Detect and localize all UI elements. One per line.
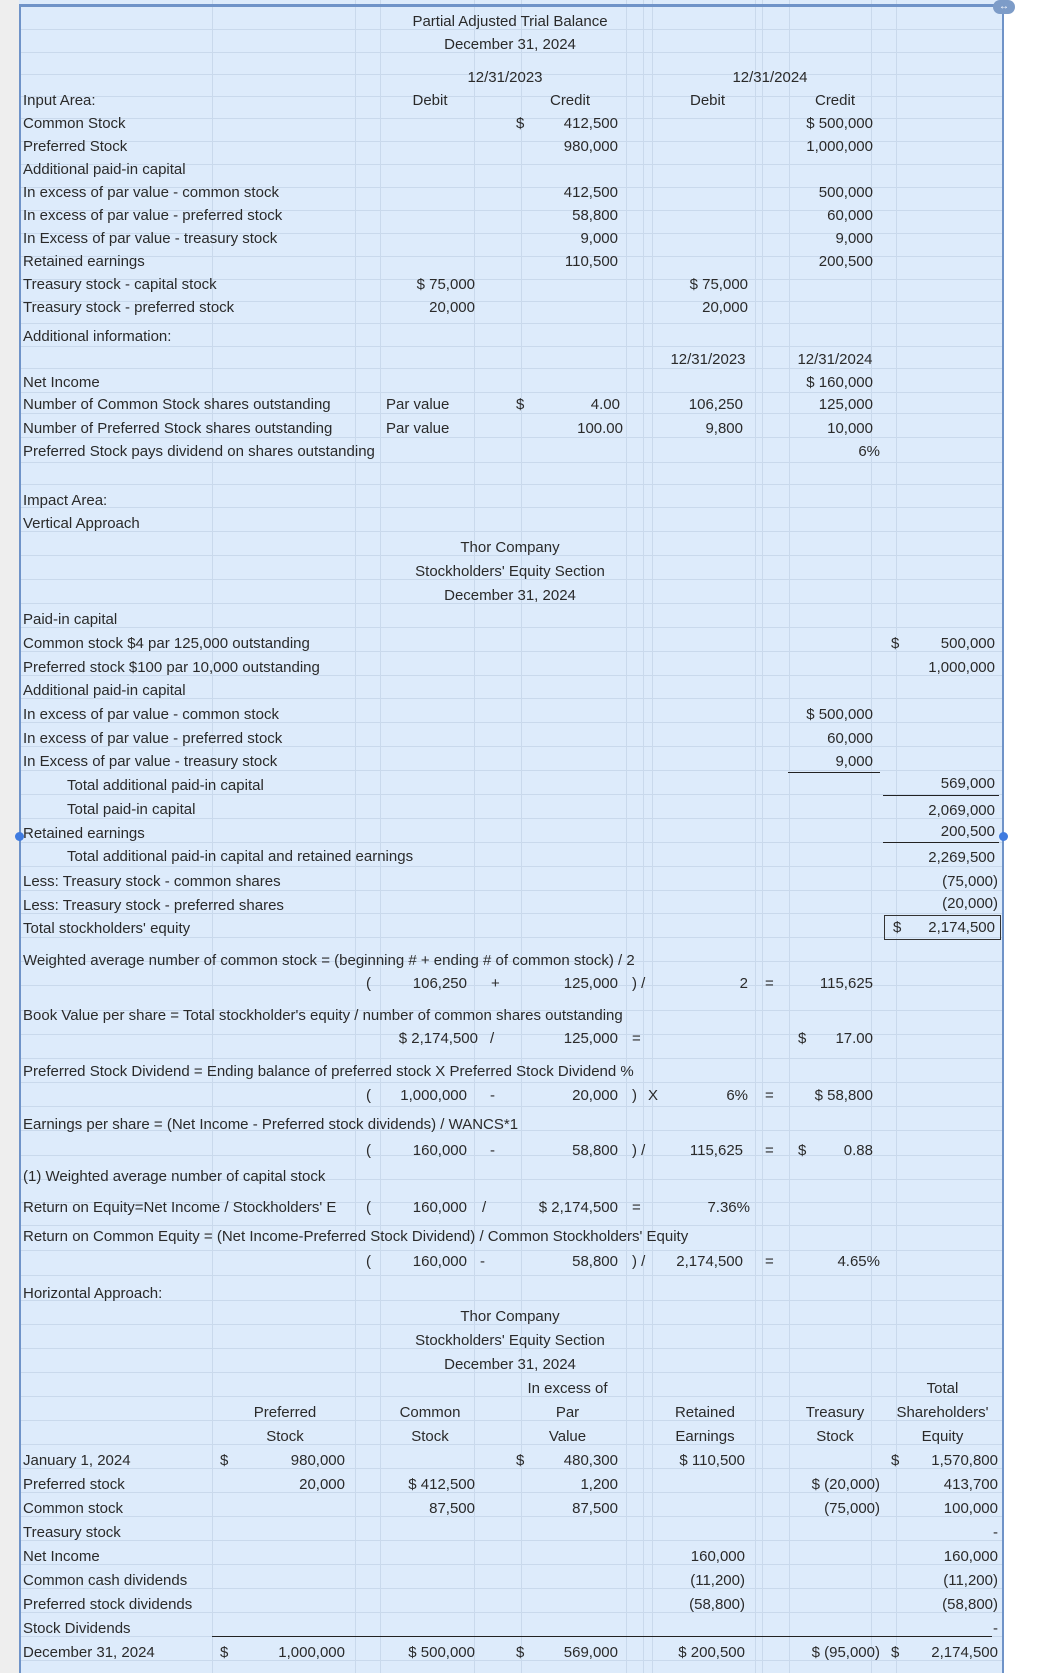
- net-income-label: Net Income: [23, 374, 100, 391]
- hz-row-label: Stock Dividends: [23, 1620, 131, 1637]
- resize-handle-icon[interactable]: ↔: [993, 0, 1015, 14]
- pd-percent: 6%: [726, 1087, 748, 1104]
- roce-open-paren: (: [366, 1253, 371, 1270]
- vertical-approach-label: Vertical Approach: [23, 515, 140, 532]
- wanc-divisor: 2: [739, 975, 748, 992]
- period-2024-header: 12/31/2024: [732, 69, 808, 86]
- roce-minus: -: [480, 1253, 485, 1270]
- tb-row-label: In excess of par value - preferred stock: [23, 207, 283, 224]
- header-treasury-1: Treasury: [805, 1404, 865, 1421]
- header-treasury-2: Stock: [816, 1428, 854, 1445]
- hz-total-currency: $: [891, 1452, 900, 1469]
- wanc-plus: +: [491, 975, 500, 992]
- hz-common-value: $ 412,500: [408, 1476, 475, 1493]
- eps-wancs: 115,625: [689, 1142, 743, 1159]
- hz-total-value: -: [993, 1524, 998, 1541]
- book-value-div: /: [490, 1030, 495, 1047]
- hz-row-label: January 1, 2024: [23, 1452, 131, 1469]
- apic-subtotal-underline: [788, 772, 880, 773]
- book-value-formula: Book Value per share = Total stockholder's equity / number of common shares outstanding: [23, 1007, 623, 1024]
- header-pref-1: Preferred: [253, 1404, 317, 1421]
- hz-total-value: (58,800): [942, 1596, 998, 1613]
- tb-credit-2024: 200,500: [818, 253, 873, 270]
- tb-row-label: In excess of par value - common stock: [23, 184, 279, 201]
- roe-net-income: 160,000: [412, 1199, 467, 1216]
- hz-excess-currency: $: [516, 1644, 525, 1661]
- wanc-open-paren: (: [366, 975, 371, 992]
- sheet-margin: [1004, 0, 1047, 1673]
- wanc-ending: 125,000: [563, 975, 618, 992]
- hz-retained-value: (11,200): [690, 1572, 745, 1589]
- tb-credit-2023: 412,500: [563, 184, 618, 201]
- hz-row-label: Preferred stock dividends: [23, 1596, 193, 1613]
- hz-total-value: 100,000: [943, 1500, 998, 1517]
- pref-dividend-formula: Preferred Stock Dividend = Ending balance of preferred stock X Preferred Stock Dividend %: [23, 1063, 634, 1080]
- addl-col-2024: 12/31/2024: [797, 351, 873, 368]
- hz-retained-value: (58,800): [689, 1596, 745, 1613]
- wanc-formula: Weighted average number of common stock = (beginning # + ending # of common stock) / 2: [23, 952, 635, 969]
- period-2023-header: 12/31/2023: [467, 69, 543, 86]
- tb-row-label: Common Stock: [23, 115, 126, 132]
- hz-treasury-value: (75,000): [824, 1500, 880, 1517]
- tb-credit-2023: 58,800: [572, 207, 618, 224]
- tb-credit-2024: 500,000: [818, 184, 873, 201]
- credit-header-2023: Credit: [549, 92, 590, 109]
- horizontal-total-underline: [212, 1636, 992, 1637]
- total-apic-re-value: 2,269,500: [928, 849, 995, 866]
- hz-total-value: 2,174,500: [931, 1644, 998, 1661]
- hz-excess-value: 569,000: [563, 1644, 618, 1661]
- hz-excess-value: 480,300: [563, 1452, 618, 1469]
- common-stock-value: 500,000: [940, 635, 995, 652]
- roce-result: 4.65%: [837, 1253, 880, 1270]
- hz-retained-value: $ 200,500: [678, 1644, 745, 1661]
- hz-pref-value: 20,000: [299, 1476, 345, 1493]
- addl-col-2023: 12/31/2023: [670, 351, 746, 368]
- common-par-label: Par value: [386, 396, 450, 413]
- eps-pref-dividends: 58,800: [572, 1142, 618, 1159]
- header-excess-2: Par: [555, 1404, 580, 1421]
- pref-par-value: 100.00: [577, 420, 623, 437]
- additional-info-heading: Additional information:: [23, 328, 172, 345]
- header-common-2: Stock: [411, 1428, 449, 1445]
- net-income-2024: $ 160,000: [806, 374, 873, 391]
- selection-border-top: [19, 4, 1004, 7]
- header-pref-2: Stock: [266, 1428, 304, 1445]
- paid-in-capital-label: Paid-in capital: [23, 611, 118, 628]
- pref-dividend-label: Preferred Stock pays dividend on shares outstanding: [23, 443, 375, 460]
- hz-row-label: Treasury stock: [23, 1524, 121, 1541]
- vertical-date: December 31, 2024: [444, 587, 576, 604]
- hz-pref-value: 1,000,000: [278, 1644, 345, 1661]
- footnote: (1) Weighted average number of capital stock: [23, 1168, 326, 1185]
- pd-value-b: 20,000: [572, 1087, 618, 1104]
- total-apic-label: Total additional paid-in capital: [67, 777, 264, 794]
- impact-area-label: Impact Area:: [23, 492, 108, 509]
- header-excess-3: Value: [548, 1428, 587, 1445]
- less-treasury-pref-value: (20,000): [942, 895, 998, 912]
- eps-open-paren: (: [366, 1142, 371, 1159]
- hz-excess-currency: $: [516, 1452, 525, 1469]
- pd-equals: =: [765, 1087, 774, 1104]
- pd-open-paren: (: [366, 1087, 371, 1104]
- tb-debit-2023: 20,000: [429, 299, 475, 316]
- roe-label: Return on Equity=Net Income / Stockholders' E: [23, 1199, 337, 1216]
- input-area-label: Input Area:: [23, 92, 96, 109]
- tb-row-label: Additional paid-in capital: [23, 161, 186, 178]
- total-paid-in-label: Total paid-in capital: [67, 801, 196, 818]
- debit-header-2023: Debit: [412, 92, 448, 109]
- eps-currency: $: [798, 1142, 807, 1159]
- roce-formula: Return on Common Equity = (Net Income-Preferred Stock Dividend) / Common Stockholders' Equity: [23, 1228, 689, 1245]
- hz-retained-value: 160,000: [690, 1548, 745, 1565]
- tb-row-label: Retained earnings: [23, 253, 145, 270]
- total-equity-label: Total stockholders' equity: [23, 920, 191, 937]
- pref-shares-2023: 9,800: [705, 420, 743, 437]
- hz-total-value: (11,200): [943, 1572, 998, 1589]
- trial-balance-date: December 31, 2024: [444, 36, 576, 53]
- common-shares-2024: 125,000: [818, 396, 873, 413]
- pref-dividend-pct: 6%: [858, 443, 880, 460]
- retained-earnings-label: Retained earnings: [23, 825, 145, 842]
- pref-stock-desc: Preferred stock $100 par 10,000 outstanding: [23, 659, 320, 676]
- wanc-close-div: ) /: [632, 975, 646, 992]
- vertical-section-title: Stockholders' Equity Section: [415, 563, 605, 580]
- hz-row-label: December 31, 2024: [23, 1644, 155, 1661]
- tb-row-label: Preferred Stock: [23, 138, 128, 155]
- header-retained-2: Earnings: [675, 1428, 735, 1445]
- total-apic-value: 569,000: [940, 775, 995, 792]
- total-equity-currency: $: [893, 919, 902, 936]
- hz-total-value: -: [993, 1620, 998, 1637]
- common-stock-currency: $: [891, 635, 900, 652]
- apic-label: Additional paid-in capital: [23, 682, 186, 699]
- hz-excess-value: 87,500: [572, 1500, 618, 1517]
- book-value-shares: 125,000: [563, 1030, 618, 1047]
- pd-times: X: [648, 1087, 659, 1104]
- header-common-1: Common: [399, 1404, 461, 1421]
- common-shares-label: Number of Common Stock shares outstanding: [23, 396, 331, 413]
- selection-handle-right[interactable]: [999, 832, 1008, 841]
- tb-credit-2024: 1,000,000: [806, 138, 873, 155]
- roce-pref-dividend: 58,800: [572, 1253, 618, 1270]
- book-value-equals: =: [632, 1030, 641, 1047]
- tb-credit-2023: 9,000: [580, 230, 618, 247]
- pref-stock-value: 1,000,000: [928, 659, 995, 676]
- apic-common-label: In excess of par value - common stock: [23, 706, 279, 723]
- roce-close-div: ) /: [632, 1253, 646, 1270]
- wanc-beginning: 106,250: [412, 975, 467, 992]
- header-total-3: Equity: [921, 1428, 964, 1445]
- roce-net-income: 160,000: [412, 1253, 467, 1270]
- eps-result: 0.88: [843, 1142, 873, 1159]
- apic-pref-label: In excess of par value - preferred stock: [23, 730, 283, 747]
- tb-credit-2023: 110,500: [564, 253, 618, 270]
- tb-debit-2024: $ 75,000: [689, 276, 748, 293]
- pd-ending-balance: 1,000,000: [400, 1087, 467, 1104]
- pd-minus: -: [490, 1087, 495, 1104]
- tb-row-label: In Excess of par value - treasury stock: [23, 230, 278, 247]
- hz-pref-currency: $: [220, 1644, 229, 1661]
- hz-row-label: Net Income: [23, 1548, 100, 1565]
- hz-common-value: $ 500,000: [408, 1644, 475, 1661]
- wanc-result: 115,625: [819, 975, 873, 992]
- book-value-equity: $ 2,174,500: [398, 1030, 478, 1047]
- eps-equals: =: [765, 1142, 774, 1159]
- pd-close-paren: ): [632, 1087, 637, 1104]
- tb-credit-2024: 9,000: [835, 230, 873, 247]
- hz-row-label: Common cash dividends: [23, 1572, 188, 1589]
- horizontal-company-name: Thor Company: [460, 1308, 560, 1325]
- trial-balance-title: Partial Adjusted Trial Balance: [412, 13, 608, 30]
- roe-open-paren: (: [366, 1199, 371, 1216]
- apic-treasury-value: 9,000: [835, 753, 873, 770]
- less-treasury-common-value: (75,000): [942, 873, 998, 890]
- hz-total-value: 413,700: [943, 1476, 998, 1493]
- hz-row-label: Common stock: [23, 1500, 124, 1517]
- hz-retained-value: $ 110,500: [679, 1452, 745, 1469]
- pref-shares-label: Number of Preferred Stock shares outstanding: [23, 420, 333, 437]
- roe-result: 7.36%: [707, 1199, 750, 1216]
- tb-debit-2024: 20,000: [702, 299, 748, 316]
- header-total-1: Total: [926, 1380, 959, 1397]
- header-total-2: Shareholders': [896, 1404, 989, 1421]
- tb-debit-2023: $ 75,000: [416, 276, 475, 293]
- pref-shares-2024: 10,000: [827, 420, 873, 437]
- hz-total-value: 1,570,800: [931, 1452, 998, 1469]
- total-apic-re-label: Total additional paid-in capital and retained earnings: [67, 848, 414, 865]
- roe-equity: $ 2,174,500: [538, 1199, 618, 1216]
- eps-close-div: ) /: [632, 1142, 646, 1159]
- common-shares-2023: 106,250: [688, 396, 743, 413]
- common-par-currency: $: [516, 396, 525, 413]
- header-retained-1: Retained: [674, 1404, 736, 1421]
- tb-credit-2024: $ 500,000: [806, 115, 873, 132]
- hz-pref-currency: $: [220, 1452, 229, 1469]
- hz-total-currency: $: [891, 1644, 900, 1661]
- eps-net-income: 160,000: [412, 1142, 467, 1159]
- less-treasury-common-label: Less: Treasury stock - common shares: [23, 873, 281, 890]
- hz-common-value: 87,500: [429, 1500, 475, 1517]
- roce-equity: 2,174,500: [676, 1253, 743, 1270]
- header-excess-1: In excess of: [527, 1380, 608, 1397]
- tb-credit-2024: 60,000: [827, 207, 873, 224]
- pd-result: $ 58,800: [814, 1087, 873, 1104]
- hz-treasury-value: $ (20,000): [811, 1476, 880, 1493]
- common-stock-desc: Common stock $4 par 125,000 outstanding: [23, 635, 310, 652]
- apic-common-value: $ 500,000: [806, 706, 873, 723]
- roe-equals: =: [632, 1199, 641, 1216]
- total-equity-value: 2,174,500: [928, 919, 995, 936]
- total-paid-in-value: 2,069,000: [928, 802, 995, 819]
- hz-pref-value: 980,000: [290, 1452, 345, 1469]
- wanc-equals: =: [765, 975, 774, 992]
- tb-credit-currency-2023: $: [516, 115, 525, 132]
- book-value-currency: $: [798, 1030, 807, 1047]
- vertical-company-name: Thor Company: [460, 539, 560, 556]
- tb-row-label: Treasury stock - preferred stock: [23, 299, 235, 316]
- retained-underline: [883, 842, 999, 843]
- retained-earnings-value: 200,500: [940, 823, 995, 840]
- tb-row-label: Treasury stock - capital stock: [23, 276, 217, 293]
- horizontal-section-title: Stockholders' Equity Section: [415, 1332, 605, 1349]
- credit-header-2024: Credit: [814, 92, 855, 109]
- total-apic-underline: [883, 795, 999, 796]
- debit-header-2024: Debit: [689, 92, 726, 109]
- eps-minus: -: [490, 1142, 495, 1159]
- hz-total-value: 160,000: [943, 1548, 998, 1565]
- eps-formula: Earnings per share = (Net Income - Preferred stock dividends) / WANCS*1: [23, 1116, 519, 1133]
- roce-equals: =: [765, 1253, 774, 1270]
- pref-par-label: Par value: [386, 420, 450, 437]
- tb-credit-2023: 412,500: [563, 115, 618, 132]
- roe-div: /: [482, 1199, 487, 1216]
- book-value-result: 17.00: [835, 1030, 873, 1047]
- hz-treasury-value: $ (95,000): [811, 1644, 880, 1661]
- apic-treasury-label: In Excess of par value - treasury stock: [23, 753, 278, 770]
- horizontal-approach-label: Horizontal Approach:: [23, 1285, 163, 1302]
- hz-excess-value: 1,200: [580, 1476, 618, 1493]
- tb-credit-2023: 980,000: [563, 138, 618, 155]
- less-treasury-pref-label: Less: Treasury stock - preferred shares: [23, 897, 284, 914]
- common-par-value: 4.00: [590, 396, 620, 413]
- horizontal-date: December 31, 2024: [444, 1356, 576, 1373]
- hz-row-label: Preferred stock: [23, 1476, 125, 1493]
- apic-pref-value: 60,000: [827, 730, 873, 747]
